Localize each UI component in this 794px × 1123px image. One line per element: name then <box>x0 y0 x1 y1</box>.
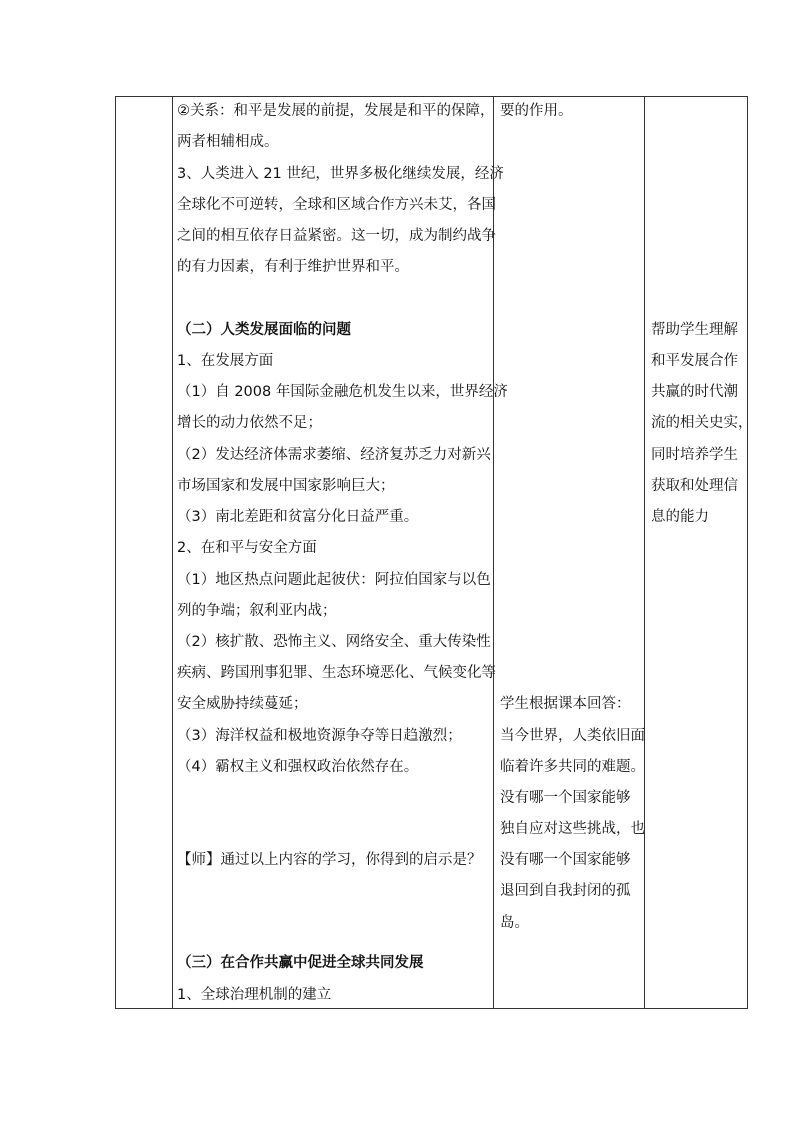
content-line: 3、人类进入 21 世纪，世界多极化继续发展，经济 <box>177 166 504 182</box>
student-line: 要的作用。 <box>500 103 573 119</box>
content-line: 全球化不可逆转，全球和区域合作方兴未艾，各国 <box>177 197 496 213</box>
student-line: 独自应对这些挑战，也 <box>500 821 645 837</box>
student-line: 没有哪一个国家能够 <box>500 852 631 868</box>
content-line: （2）核扩散、恐怖主义、网络安全、重大传染性 <box>177 634 491 650</box>
intent-line: 和平发展合作 <box>651 353 738 369</box>
column-divider-1 <box>172 97 173 1008</box>
intent-line: 帮助学生理解 <box>651 322 738 338</box>
intent-line: 共赢的时代潮 <box>651 384 738 400</box>
student-line: 学生根据课本回答： <box>500 696 631 712</box>
teacher-question: 【师】通过以上内容的学习，你得到的启示是？ <box>177 852 482 868</box>
student-line: 退回到自我封闭的孤 <box>500 883 631 899</box>
content-line: 市场国家和发展中国家影响巨大； <box>177 478 395 494</box>
content-line: （2）发达经济体需求萎缩、经济复苏乏力对新兴 <box>177 447 491 463</box>
content-line: 列的争端；叙利亚内战； <box>177 603 337 619</box>
student-line: 没有哪一个国家能够 <box>500 790 631 806</box>
content-line: （3）海洋权益和极地资源争夺等日趋激烈； <box>177 728 462 744</box>
content-line: 增长的动力依然不足； <box>177 415 322 431</box>
section-heading: （三）在合作共赢中促进全球共同发展 <box>177 955 424 971</box>
content-line: （3）南北差距和贫富分化日益严重。 <box>177 509 419 525</box>
content-line: 之间的相互依存日益紧密。这一切，成为制约战争 <box>177 228 496 244</box>
content-line: ②关系：和平是发展的前提，发展是和平的保障， <box>177 103 495 119</box>
intent-line: 同时培养学生 <box>651 447 738 463</box>
content-line: 疾病、跨国刑事犯罪、生态环境恶化、气候变化等 <box>177 665 496 681</box>
content-line: （1）地区热点问题此起彼伏：阿拉伯国家与以色 <box>177 572 491 588</box>
content-line: （4）霸权主义和强权政治依然存在。 <box>177 759 419 775</box>
student-line: 当今世界，人类依旧面 <box>500 728 645 744</box>
column-divider-3 <box>644 97 645 1008</box>
content-line: （1）自 2008 年国际金融危机发生以来，世界经济 <box>177 384 508 400</box>
intent-line: 息的能力 <box>651 509 709 525</box>
student-line: 临着许多共同的难题。 <box>500 759 645 775</box>
content-line: 2、在和平与安全方面 <box>177 540 317 556</box>
intent-line: 获取和处理信 <box>651 478 738 494</box>
intent-line: 流的相关史实， <box>651 415 753 431</box>
student-line: 岛。 <box>500 915 529 931</box>
content-line: 两者相辅相成。 <box>177 134 279 150</box>
content-line: 1、全球治理机制的建立 <box>177 987 332 1003</box>
content-line: 安全威胁持续蔓延； <box>177 696 308 712</box>
content-line: 的有力因素，有利于维护世界和平。 <box>177 259 409 275</box>
section-heading: （二）人类发展面临的问题 <box>177 322 351 338</box>
content-line: 1、在发展方面 <box>177 353 274 369</box>
